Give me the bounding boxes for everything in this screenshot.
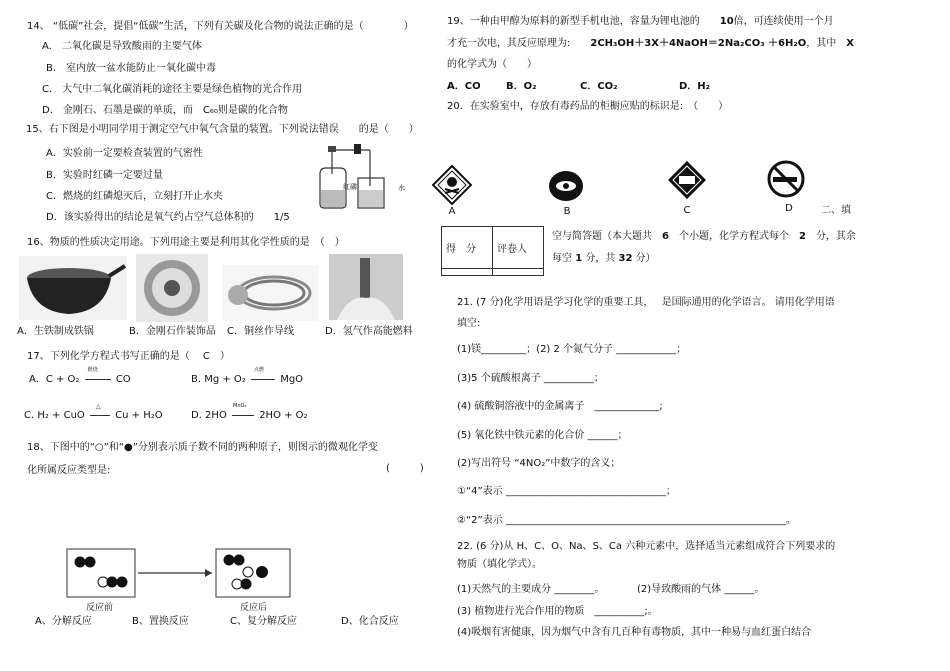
q19-option-b: B．O₂: [506, 81, 537, 92]
q18-option-b: B、置换反应: [132, 616, 189, 627]
diamond-jewelry-image: [136, 254, 208, 322]
copper-wire-image: [222, 265, 318, 321]
q22-blank-2: (2)导致酸雨的气体 ______。: [637, 584, 765, 595]
q21-blank-1-2: (1)镁_________；(2) 2 个氮气分子 ____________；: [457, 344, 687, 355]
q21-blank-digit-2: ②“2”表示 ________________________________________________________。: [457, 515, 796, 526]
q15-label-red-phosphorus: 红磷: [343, 183, 357, 191]
q14-option-d: D. 金刚石、石墨是碳的单质，而 C₆₀则是碳的化合物: [42, 105, 288, 116]
q21-blank-4: (4) 硫酸铜溶液中的金属离子 _____________;: [457, 401, 663, 412]
q20-label-c: C: [683, 205, 691, 216]
q18-option-a: A、分解反应: [35, 616, 92, 627]
iron-wok-image: [19, 256, 127, 320]
q18-label-before: 反应前: [86, 603, 114, 613]
q15-option-b: B．实验时红磷一定要过量: [46, 170, 163, 181]
q19-option-d: D．H₂: [679, 81, 711, 92]
q17-a-condition: 燃烧: [87, 367, 98, 373]
q18-label-after: 反应后: [240, 603, 268, 613]
q20-label-a: A: [448, 206, 456, 217]
q20-stem: 20．在实验室中，存放有毒药品的柜橱应贴的标识是: （ ）: [447, 101, 729, 112]
q21-symbol-meaning: (2)写出符号 “4NO₂”中数字的含义；: [457, 458, 621, 469]
score-cell[interactable]: [442, 269, 493, 276]
q16-stem: 16、物质的性质决定用途。下列用途主要是利用其化学性质的是 （ ）: [27, 237, 345, 248]
section2-desc-line1: 空与简答题（本大题共 6 个小题，化学方程式每个 2 分，其余: [552, 231, 856, 242]
q19-option-a: A．CO: [447, 81, 481, 92]
q22-line4: (4)吸烟有害健康，因为烟气中含有几百种有毒物质，其中一种易与血红蛋白结合: [457, 627, 812, 638]
q17-option-a: A．C + O₂ 燃烧 CO: [29, 367, 131, 385]
q18-stem-line2: 化所属反应类型是:: [27, 465, 111, 476]
toxic-skull-sign-icon: [432, 165, 472, 205]
q22-line2: 物质（填化学式）。: [457, 559, 542, 570]
q21-line1: 21. (7 分)化学用语是学习化学的重要工具， 是国际通用的化学语言。 请用化学用语: [457, 297, 835, 308]
q21-blank-digit-4: ①“4”表示 ________________________________；: [457, 486, 676, 497]
score-header-grader: 评卷人: [493, 227, 544, 269]
q16-option-c: C．铜丝作导线: [227, 326, 294, 337]
q16-option-b: B．金刚石作装饰品: [129, 326, 216, 337]
section2-desc-line2: 每空 1 分，共 32 分）: [552, 253, 656, 264]
q18-answer-paren: ( ): [386, 463, 424, 474]
q17-stem: 17、下列化学方程式书写正确的是（ C ）: [27, 351, 230, 362]
q15-stem: 15、右下图是小明同学用于测定空气中氧气含量的装置。下列说法错误 的是（ ）: [26, 124, 419, 135]
hydrogen-fuel-rocket-image: [329, 254, 403, 320]
hazard-diamond-sign-icon: [667, 160, 707, 200]
q15-apparatus-figure: [312, 138, 408, 212]
section2-title-tail: 二、填: [821, 205, 851, 216]
q17-d-condition: MnO₂: [233, 403, 247, 409]
q14-option-a: A. 二氧化碳是导致酸雨的主要气体: [42, 41, 202, 52]
q18-reaction-diagram: [66, 548, 292, 600]
corrosive-sign-icon: [548, 170, 584, 202]
q14-option-b: B. 室内放一盆水能防止一氧化碳中毒: [46, 63, 217, 74]
q19-line3: 的化学式为（ ）: [447, 59, 537, 70]
q15-option-d: D．该实验得出的结论是氧气约占空气总体积的 1/5: [46, 212, 290, 223]
q20-label-b: B: [563, 206, 571, 217]
q14-option-c: C. 大气中二氧化碳消耗的途径主要是绿色植物的光合作用: [42, 84, 303, 95]
q21-line2: 填空:: [457, 318, 481, 329]
q15-label-water: 水: [398, 184, 405, 192]
grader-cell[interactable]: [493, 269, 544, 276]
q22-line1: 22. (6 分)从 H、C、O、Na、S、Ca 六种元素中，选择适当元素组成符合下列要求的: [457, 541, 836, 552]
q22-blank-3: (3) 植物进行光合作用的物质 __________;。: [457, 606, 658, 617]
q20-label-d: D: [785, 203, 793, 214]
q17-b-condition: 点燃: [254, 367, 265, 373]
q19-line1: 19、一种由甲醇为原料的新型手机电池，容量为锂电池的 10倍，可连续使用一个月: [447, 16, 834, 27]
q14-stem: 14、 “低碳”社会，提倡“低碳”生活，下列有关碳及化合物的说法正确的是（ ）: [27, 21, 414, 32]
q17-c-condition: △: [95, 403, 101, 410]
score-table: [441, 226, 544, 276]
q17-option-b: B. Mg + O₂ 点燃 MgO: [191, 367, 304, 385]
q18-option-d: D、化合反应: [341, 616, 399, 627]
q21-blank-3: (3)5 个硫酸根离子 __________；: [457, 373, 604, 384]
q16-option-d: D．氢气作高能燃料: [325, 326, 413, 337]
q19-option-c: C．CO₂: [580, 81, 618, 92]
q19-line2: 才充一次电，其反应原理为: 2CH₃OH＋3X＋4NaOH＝2Na₂CO₃ ＋6H₂O，其中 X: [447, 38, 854, 49]
q17-option-c: C. H₂ + CuO △ Cu + H₂O: [24, 403, 163, 421]
score-header-score: 得 分: [442, 227, 493, 269]
q22-blank-1: (1)天然气的主要成分 ________。: [457, 584, 605, 595]
q17-option-d: D. 2HO MnO₂ 2HO + O₂: [191, 403, 308, 421]
q16-option-a: A．生铁制成铁锅: [17, 326, 94, 337]
q15-option-a: A．实验前一定要检查装置的气密性: [46, 148, 203, 159]
q18-option-c: C、复分解反应: [230, 616, 297, 627]
q21-blank-5: (5) 氧化铁中铁元素的化合价 ______；: [457, 430, 628, 441]
no-smoking-sign-icon: [765, 160, 807, 198]
q18-stem-line1: 18、下图中的“○”和“●”分别表示质子数不同的两种原子，则图示的微观化学变: [27, 442, 378, 453]
q15-option-c: C．燃烧的红磷熄灭后，立刻打开止水夹: [46, 191, 223, 202]
